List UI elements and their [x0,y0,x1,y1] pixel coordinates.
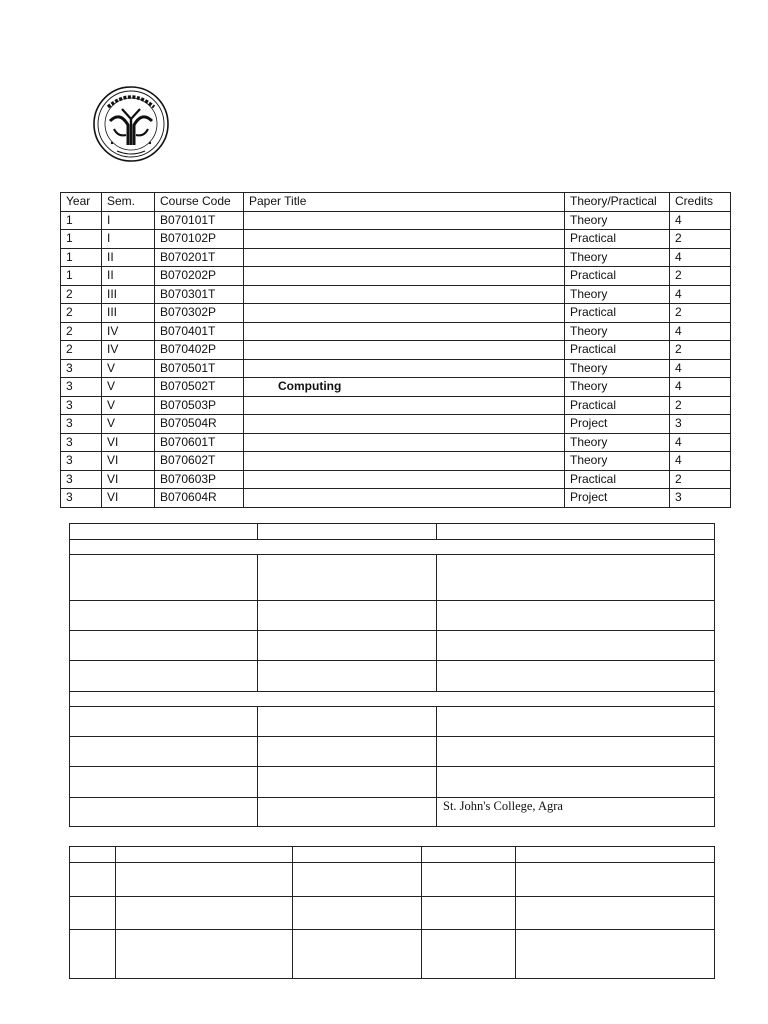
cell-course-code: B070301T [155,285,244,304]
cell-credits: 4 [670,378,731,397]
table-cell [437,601,715,631]
cell-paper-title [244,304,565,323]
cell-paper-title [244,341,565,360]
table-row [70,601,715,631]
header-paper-title: Paper Title [244,193,565,212]
cell-sem: IV [102,322,155,341]
cell-credits: 4 [670,248,731,267]
table-row [61,452,731,471]
cell-sem: V [102,415,155,434]
cell-credits: 4 [670,359,731,378]
table-row [70,847,715,863]
cell-year: 3 [61,396,102,415]
cell-sem: V [102,396,155,415]
cell-theory-practical: Project [565,489,670,508]
table-row [70,631,715,661]
course-table-header [61,193,731,212]
cell-theory-practical: Theory [565,433,670,452]
cell-sem: III [102,304,155,323]
table-cell [422,930,516,979]
cell-course-code: B070603P [155,470,244,489]
cell-course-code: B070502T [155,378,244,397]
cell-credits: 2 [670,267,731,286]
cell-credits: 4 [670,452,731,471]
table-row [70,767,715,798]
table-row [70,661,715,692]
cell-sem: VI [102,470,155,489]
cell-course-code: B070401T [155,322,244,341]
table-cell [516,930,715,979]
up-government-emblem [92,85,170,163]
table-row [61,211,731,230]
table-cell [70,767,258,798]
table-cell [70,540,715,555]
cell-theory-practical: Practical [565,304,670,323]
table-row [70,707,715,737]
table-row [61,248,731,267]
cell-year: 2 [61,285,102,304]
table-cell [70,737,258,767]
table-cell [437,661,715,692]
cell-credits: 4 [670,211,731,230]
table-cell [70,707,258,737]
cell-paper-title [244,230,565,249]
table-cell [258,798,437,827]
cell-theory-practical: Theory [565,322,670,341]
table-cell [70,863,116,897]
cell-course-code: B070501T [155,359,244,378]
cell-credits: 4 [670,322,731,341]
cell-sem: II [102,248,155,267]
cell-sem: V [102,359,155,378]
table-cell [437,555,715,601]
cell-theory-practical: Practical [565,267,670,286]
table-cell [258,661,437,692]
cell-course-code: B070503P [155,396,244,415]
cell-sem: III [102,285,155,304]
cell-year: 3 [61,415,102,434]
cell-year: 1 [61,248,102,267]
cell-year: 3 [61,489,102,508]
faculty-table [69,523,715,827]
cell-course-code: B070202P [155,267,244,286]
cell-sem: VI [102,433,155,452]
table-row [61,304,731,323]
cell-paper-title [244,285,565,304]
cell-year: 2 [61,322,102,341]
cell-theory-practical: Theory [565,211,670,230]
cell-credits: 2 [670,396,731,415]
cell-theory-practical: Theory [565,359,670,378]
table-row [61,489,731,508]
table-row [70,930,715,979]
table-row [61,470,731,489]
table-cell [437,707,715,737]
table-cell [70,798,258,827]
cell-paper-title: Computing [244,378,565,397]
table-cell [516,847,715,863]
table-cell [422,863,516,897]
course-table [60,192,731,508]
cell-credits: 2 [670,304,731,323]
table-cell [293,863,422,897]
cell-credits: 2 [670,470,731,489]
cell-course-code: B070604R [155,489,244,508]
cell-course-code: B070101T [155,211,244,230]
table-row [61,378,731,397]
table-cell [258,524,437,540]
table-row [61,322,731,341]
table-cell [437,631,715,661]
cell-credits: 2 [670,341,731,360]
cell-paper-title [244,211,565,230]
table-cell [437,767,715,798]
table-cell [70,601,258,631]
header-theory-practical: Theory/Practical [565,193,670,212]
cell-course-code: B070504R [155,415,244,434]
cell-sem: VI [102,489,155,508]
table-row [61,433,731,452]
table-row [70,737,715,767]
table-cell [437,524,715,540]
cell-theory-practical: Practical [565,470,670,489]
cell-course-code: B070102P [155,230,244,249]
header-course-code: Course Code [155,193,244,212]
table-cell [258,555,437,601]
table-cell [116,847,293,863]
cell-sem: V [102,378,155,397]
table-cell [293,897,422,930]
table-cell [437,737,715,767]
table-row [61,267,731,286]
cell-year: 2 [61,304,102,323]
cell-paper-title [244,322,565,341]
cell-paper-title [244,396,565,415]
table-cell [258,767,437,798]
cell-sem: IV [102,341,155,360]
table-row [61,285,731,304]
cell-theory-practical: Theory [565,378,670,397]
cell-course-code: B070302P [155,304,244,323]
table-cell [422,897,516,930]
cell-year: 3 [61,470,102,489]
table-cell [70,847,116,863]
cell-credits: 4 [670,285,731,304]
table-row [61,396,731,415]
cell-theory-practical: Project [565,415,670,434]
table-cell [422,847,516,863]
cell-sem: I [102,211,155,230]
table-cell [70,631,258,661]
table-cell [70,661,258,692]
cell-theory-practical: Theory [565,452,670,471]
college-name: St. John's College, Agra [437,798,715,827]
table-row [70,863,715,897]
cell-credits: 3 [670,415,731,434]
cell-paper-title [244,470,565,489]
cell-year: 1 [61,267,102,286]
table-cell [70,930,116,979]
table-cell [293,930,422,979]
table-cell [258,737,437,767]
header-year: Year [61,193,102,212]
table-row [70,524,715,540]
cell-paper-title [244,452,565,471]
cell-sem: I [102,230,155,249]
section-row [70,540,715,555]
table-row [70,897,715,930]
cell-year: 3 [61,452,102,471]
cell-year: 1 [61,211,102,230]
table-cell [516,897,715,930]
cell-course-code: B070402P [155,341,244,360]
blank-table [69,846,715,979]
cell-credits: 3 [670,489,731,508]
table-cell [70,524,258,540]
cell-year: 3 [61,433,102,452]
cell-paper-title [244,267,565,286]
cell-theory-practical: Theory [565,248,670,267]
cell-course-code: B070601T [155,433,244,452]
cell-theory-practical: Practical [565,341,670,360]
table-cell [258,631,437,661]
table-row [61,230,731,249]
cell-theory-practical: Theory [565,285,670,304]
cell-paper-title [244,248,565,267]
cell-paper-title [244,489,565,508]
table-cell [258,601,437,631]
header-credits: Credits [670,193,731,212]
header-sem: Sem. [102,193,155,212]
table-row [61,359,731,378]
cell-paper-title [244,415,565,434]
cell-year: 2 [61,341,102,360]
cell-theory-practical: Practical [565,230,670,249]
table-row [61,415,731,434]
table-cell [293,847,422,863]
table-cell [116,863,293,897]
cell-course-code: B070602T [155,452,244,471]
section-row [70,692,715,707]
table-row [70,798,715,827]
cell-year: 1 [61,230,102,249]
cell-year: 3 [61,378,102,397]
cell-credits: 2 [670,230,731,249]
cell-sem: VI [102,452,155,471]
table-cell [116,930,293,979]
cell-sem: II [102,267,155,286]
table-cell [516,863,715,897]
cell-paper-title [244,359,565,378]
cell-theory-practical: Practical [565,396,670,415]
cell-course-code: B070201T [155,248,244,267]
table-row [61,341,731,360]
table-cell [258,707,437,737]
table-row [70,555,715,601]
table-cell [70,897,116,930]
table-cell [116,897,293,930]
cell-paper-title [244,433,565,452]
table-cell [70,555,258,601]
table-cell [70,692,715,707]
cell-year: 3 [61,359,102,378]
cell-credits: 4 [670,433,731,452]
